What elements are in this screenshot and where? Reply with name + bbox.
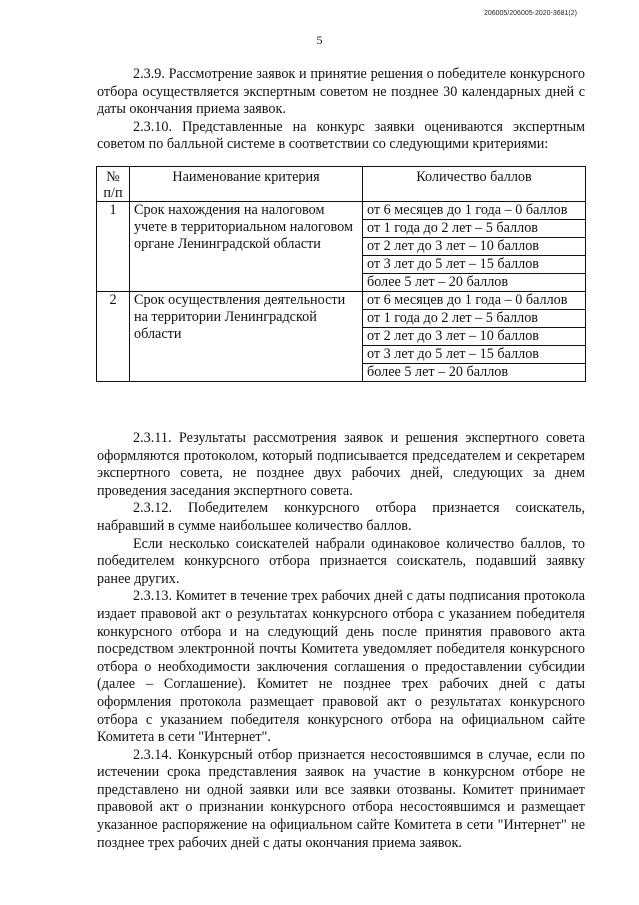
criterion-number: 2 <box>97 292 130 382</box>
header-criterion: Наименование критерия <box>130 167 363 202</box>
paragraph-equal-points: Если несколько соискателей набрали одинаковое количество баллов, то победителем конкурсного отбора признается соискатель, подавший заявку ранее других. <box>97 535 585 587</box>
score-cell: от 3 лет до 5 лет – 15 баллов <box>363 256 586 274</box>
score-cell: более 5 лет – 20 баллов <box>363 364 586 382</box>
document-code: 206005/206005-2020-3681(2) <box>483 10 577 17</box>
table-row <box>97 202 586 220</box>
table-row <box>97 292 586 310</box>
paragraph-2-3-12: 2.3.12. Победителем конкурсного отбора признается соискатель, набравший в сумме наибольшее количество баллов. <box>97 500 585 534</box>
criteria-table <box>96 166 586 382</box>
score-cell: от 2 лет до 3 лет – 10 баллов <box>363 238 586 256</box>
score-cell: от 1 года до 2 лет – 5 баллов <box>363 220 586 238</box>
paragraph-2-3-10: 2.3.10. Представленные на конкурс заявки оцениваются экспертным советом по балльной системе в соответствии со следующими критериями: <box>97 118 585 153</box>
paragraph-2-3-9: 2.3.9. Рассмотрение заявок и принятие решения о победителе конкурсного отбора осуществляется экспертным советом не позднее 30 календарных дней с даты окончания приема заявок. <box>97 66 585 118</box>
page-number: 5 <box>316 33 323 47</box>
section-text-bottom <box>97 430 585 852</box>
table-header-row <box>97 167 586 202</box>
score-cell: от 2 лет до 3 лет – 10 баллов <box>363 328 586 346</box>
score-cell: от 3 лет до 5 лет – 15 баллов <box>363 346 586 364</box>
section-text-top <box>97 66 585 154</box>
paragraph-2-3-11: 2.3.11. Результаты рассмотрения заявок и решения экспертного совета оформляются протоколом, который подписывается председателем и секретарем экспертного совета, не позднее двух рабочих дней, следующих за днем проведения заседания экспертного совета. <box>97 430 585 499</box>
paragraph-2-3-13: 2.3.13. Комитет в течение трех рабочих дней с даты подписания протокола издает правовой акт о результатах конкурсного отбора с указанием победителя конкурсного отбора и на следующий день после принятия правового акта посредством электронной почты Комитета уведомляет победителя конкурсного отбора о необходимости заключения соглашения о предоставлении субсидии (далее – Соглашение). Комитет не позднее трех рабочих дней с даты оформления протокола размещает правовой акт о результатах конкурсного отбора с указанием победителя конкурсного отбора на официальном сайте Комитета в сети "Интернет". <box>97 588 585 746</box>
criterion-name: Срок нахождения на налоговом учете в территориальном налоговом органе Ленинградской области <box>130 202 363 292</box>
criterion-name: Срок осуществления деятельности на территории Ленинградской области <box>130 292 363 382</box>
score-cell: от 1 года до 2 лет – 5 баллов <box>363 310 586 328</box>
header-number: № п/п <box>97 167 130 202</box>
criterion-number: 1 <box>97 202 130 292</box>
score-cell: более 5 лет – 20 баллов <box>363 274 586 292</box>
header-score: Количество баллов <box>363 167 586 202</box>
paragraph-2-3-14: 2.3.14. Конкурсный отбор признается несостоявшимся в случае, если по истечении срока представления заявок на участие в конкурсном отборе не представлено ни одной заявки или все заявки отозваны. Комитет принимает правовой акт о признании конкурсного отбора несостоявшимся и размещает указанное распоряжение на официальном сайте Комитета в сети "Интернет" не позднее трех рабочих дней с даты окончания приема заявок. <box>97 746 585 851</box>
score-cell: от 6 месяцев до 1 года – 0 баллов <box>363 202 586 220</box>
score-cell: от 6 месяцев до 1 года – 0 баллов <box>363 292 586 310</box>
